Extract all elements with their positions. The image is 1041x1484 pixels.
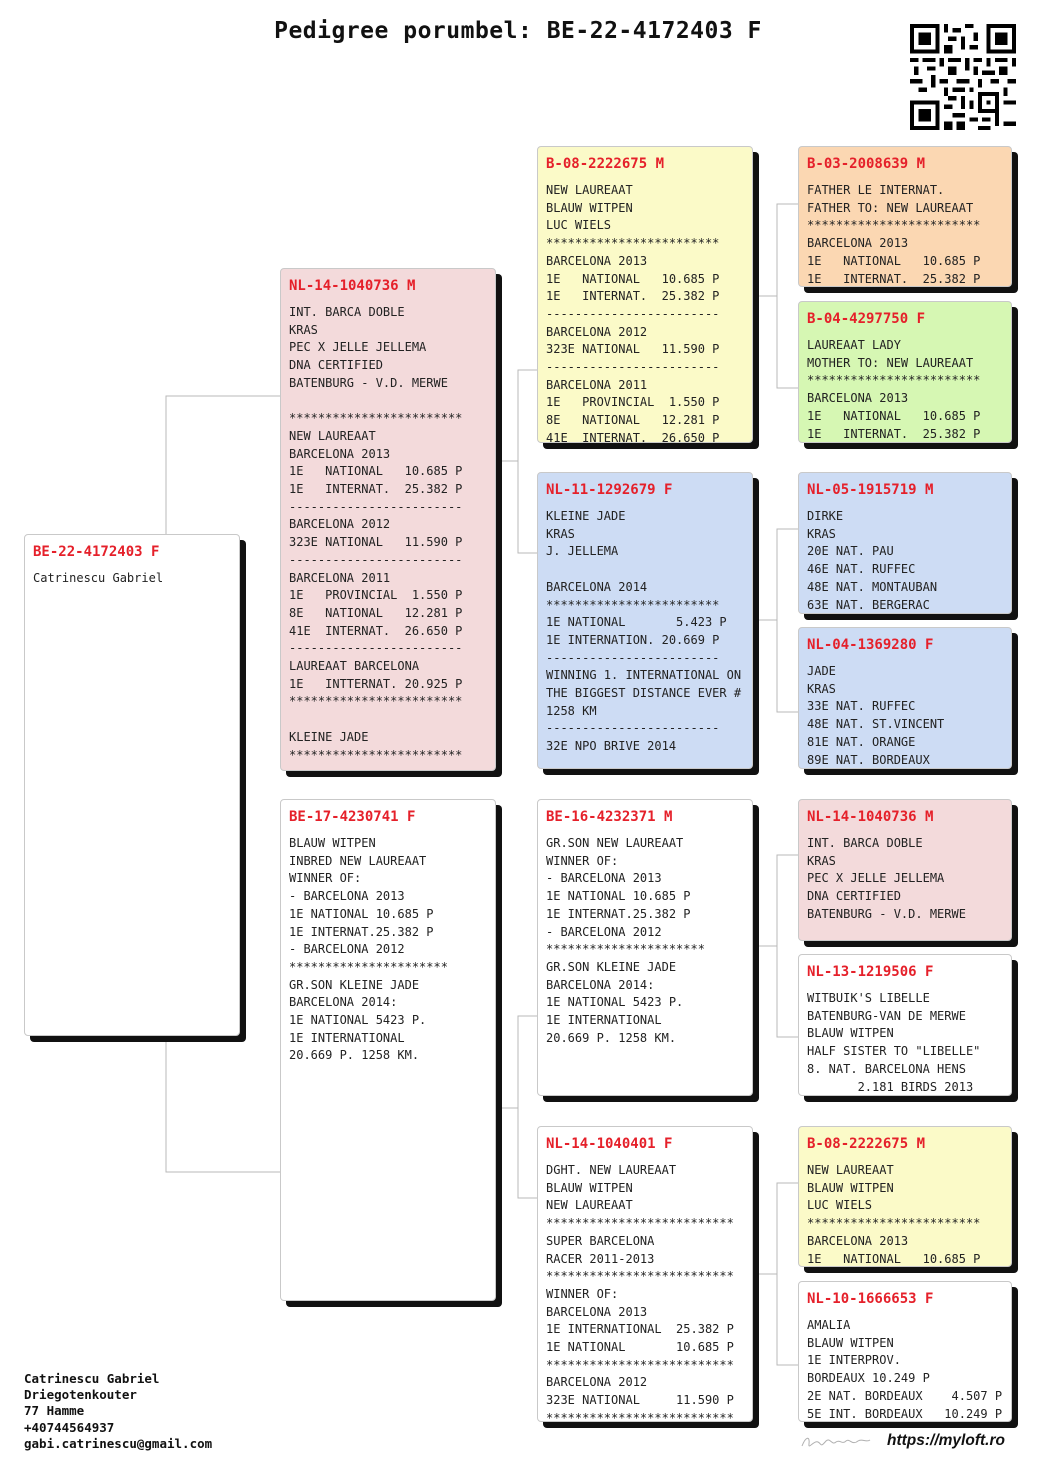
pigeon-card-ss-sire[interactable] [798, 146, 1012, 287]
ring-number: BE-22-4172403 F [33, 544, 160, 560]
pigeon-details: DGHT. NEW LAUREAAT BLAUW WITPEN NEW LAUREAAT ************************** SUPER BARCELONA RACER 2011-2013 ************************** WINNER OF: BARCELONA 2013 1E INTERNATIONAL 25.382 P 1E NATIONAL 10.685 P ************************** BARCELONA 2012 323E NATIONAL 11.590 P ************************** [546, 1163, 734, 1422]
ring-number: NL-13-1219506 F [807, 964, 934, 980]
pigeon-card-subject[interactable] [24, 534, 240, 1036]
owner-contact-block: Catrinescu Gabriel Driegotenkouter 77 Hamme +40744564937 gabi.catrinescu@gmail.com [24, 1371, 213, 1451]
pigeon-card-ss-dam[interactable] [798, 301, 1012, 443]
pigeon-card-sire-dam[interactable] [537, 472, 753, 769]
qr-code-icon[interactable] [910, 24, 1016, 130]
pigeon-details: DIRKE KRAS 20E NAT. PAU 46E NAT. RUFFEC 48E NAT. MONTAUBAN 63E NAT. BERGERAC [807, 509, 938, 612]
pigeon-card-dam-sire[interactable] [537, 799, 753, 1096]
page-title: Pedigree porumbel: BE-22-4172403 F [274, 18, 762, 44]
ring-number: B-03-2008639 M [807, 156, 926, 172]
ring-number: NL-14-1040736 M [807, 809, 934, 825]
pigeon-details: AMALIA BLAUW WITPEN 1E INTERPROV. BORDEAUX 10.249 P 2E NAT. BORDEAUX 4.507 P 5E INT. BORDEAUX 10.249 P [807, 1318, 1003, 1421]
ring-number: NL-11-1292679 F [546, 482, 673, 498]
ring-number: BE-16-4232371 M [546, 809, 673, 825]
website-link[interactable]: https://myloft.ro [887, 1432, 1005, 1449]
pigeon-details: NEW LAUREAAT BLAUW WITPEN LUC WIELS ************************ BARCELONA 2013 1E NATIONAL 10.685 P [807, 1163, 981, 1266]
pigeon-card-dd-dam[interactable] [798, 1281, 1012, 1422]
pigeon-card-dam-dam[interactable] [537, 1126, 753, 1422]
pigeon-card-sd-dam[interactable] [798, 627, 1012, 769]
pigeon-details: Catrinescu Gabriel [33, 571, 164, 585]
ring-number: BE-17-4230741 F [289, 809, 416, 825]
ring-number: NL-14-1040736 M [289, 278, 416, 294]
pigeon-details: INT. BARCA DOBLE KRAS PEC X JELLE JELLEMA DNA CERTIFIED BATENBURG - V.D. MERWE ************************ NEW LAUREAAT BARCELONA 2013 1E NATIONAL 10.685 P 1E INTERNAT. 25.382 P ------------------------ BARCELONA 2012 323E NATIONAL 11.590 P ------------------------ BARCELONA 2011 1E PROVINCIAL 1.550 P 8E NATIONAL 12.281 P 41E INTERNAT. 26.650 P ------------------------ LAUREAAT BARCELONA 1E INTTERNAT. 20.925 P ************************ KLEINE JADE ************************ [289, 305, 463, 762]
pigeon-card-sd-sire[interactable] [798, 472, 1012, 614]
pigeon-card-dd-sire[interactable] [798, 1126, 1012, 1267]
pigeon-details: WITBUIK'S LIBELLE BATENBURG-VAN DE MERWE BLAUW WITPEN HALF SISTER TO "LIBELLE" 8. NAT. BARCELONA HENS 2.181 BIRDS 2013 [807, 991, 981, 1094]
pigeon-details: GR.SON NEW LAUREAAT WINNER OF: - BARCELONA 2013 1E NATIONAL 10.685 P 1E INTERNAT.25.382 P - BARCELONA 2012 ********************** GR.SON KLEINE JADE BARCELONA 2014: 1E NATIONAL 5423 P. 1E INTERNATIONAL 20.669 P. 1258 KM. [546, 836, 705, 1045]
ring-number: B-08-2222675 M [546, 156, 665, 172]
ring-number: NL-04-1369280 F [807, 637, 934, 653]
pigeon-card-sire-sire[interactable] [537, 146, 753, 443]
ring-number: NL-14-1040401 F [546, 1136, 673, 1152]
ring-number: B-08-2222675 M [807, 1136, 926, 1152]
ring-number: B-04-4297750 F [807, 311, 926, 327]
ring-number: NL-10-1666653 F [807, 1291, 934, 1307]
signature-icon [800, 1432, 872, 1452]
pigeon-card-dam[interactable] [280, 799, 496, 1301]
pigeon-details: FATHER LE INTERNAT. FATHER TO: NEW LAUREAAT ************************ BARCELONA 2013 1E NATIONAL 10.685 P 1E INTERNAT. 25.382 P [807, 183, 981, 286]
pigeon-card-ds-dam[interactable] [798, 954, 1012, 1096]
ring-number: NL-05-1915719 M [807, 482, 934, 498]
pigeon-details: BLAUW WITPEN INBRED NEW LAUREAAT WINNER OF: - BARCELONA 2013 1E NATIONAL 10.685 P 1E INTERNAT.25.382 P - BARCELONA 2012 ********************** GR.SON KLEINE JADE BARCELONA 2014: 1E NATIONAL 5423 P. 1E INTERNATIONAL 20.669 P. 1258 KM. [289, 836, 448, 1063]
pigeon-details: NEW LAUREAAT BLAUW WITPEN LUC WIELS ************************ BARCELONA 2013 1E NATIONAL 10.685 P 1E INTERNAT. 25.382 P ------------------------ BARCELONA 2012 323E NATIONAL 11.590 P ------------------------ BARCELONA 2011 1E PROVINCIAL 1.550 P 8E NATIONAL 12.281 P 41E INTERNAT. 26.650 P [546, 183, 720, 443]
pigeon-card-ds-sire[interactable] [798, 799, 1012, 941]
pigeon-details: JADE KRAS 33E NAT. RUFFEC 48E NAT. ST.VINCENT 81E NAT. ORANGE 89E NAT. BORDEAUX [807, 664, 945, 767]
pigeon-details: LAUREAAT LADY MOTHER TO: NEW LAUREAAT ************************ BARCELONA 2013 1E NATIONAL 10.685 P 1E INTERNAT. 25.382 P [807, 338, 981, 441]
pigeon-details: KLEINE JADE KRAS J. JELLEMA BARCELONA 2014 ************************ 1E NATIONAL 5.423 P 1E INTERNATION. 20.669 P ------------------------ WINNING 1. INTERNATIONAL ON THE BIGGEST DISTANCE EVER # 1258 KM ------------------------ 32E NPO BRIVE 2014 [546, 509, 742, 754]
pigeon-details: INT. BARCA DOBLE KRAS PEC X JELLE JELLEMA DNA CERTIFIED BATENBURG - V.D. MERWE [807, 836, 966, 921]
pigeon-card-sire[interactable] [280, 268, 496, 771]
